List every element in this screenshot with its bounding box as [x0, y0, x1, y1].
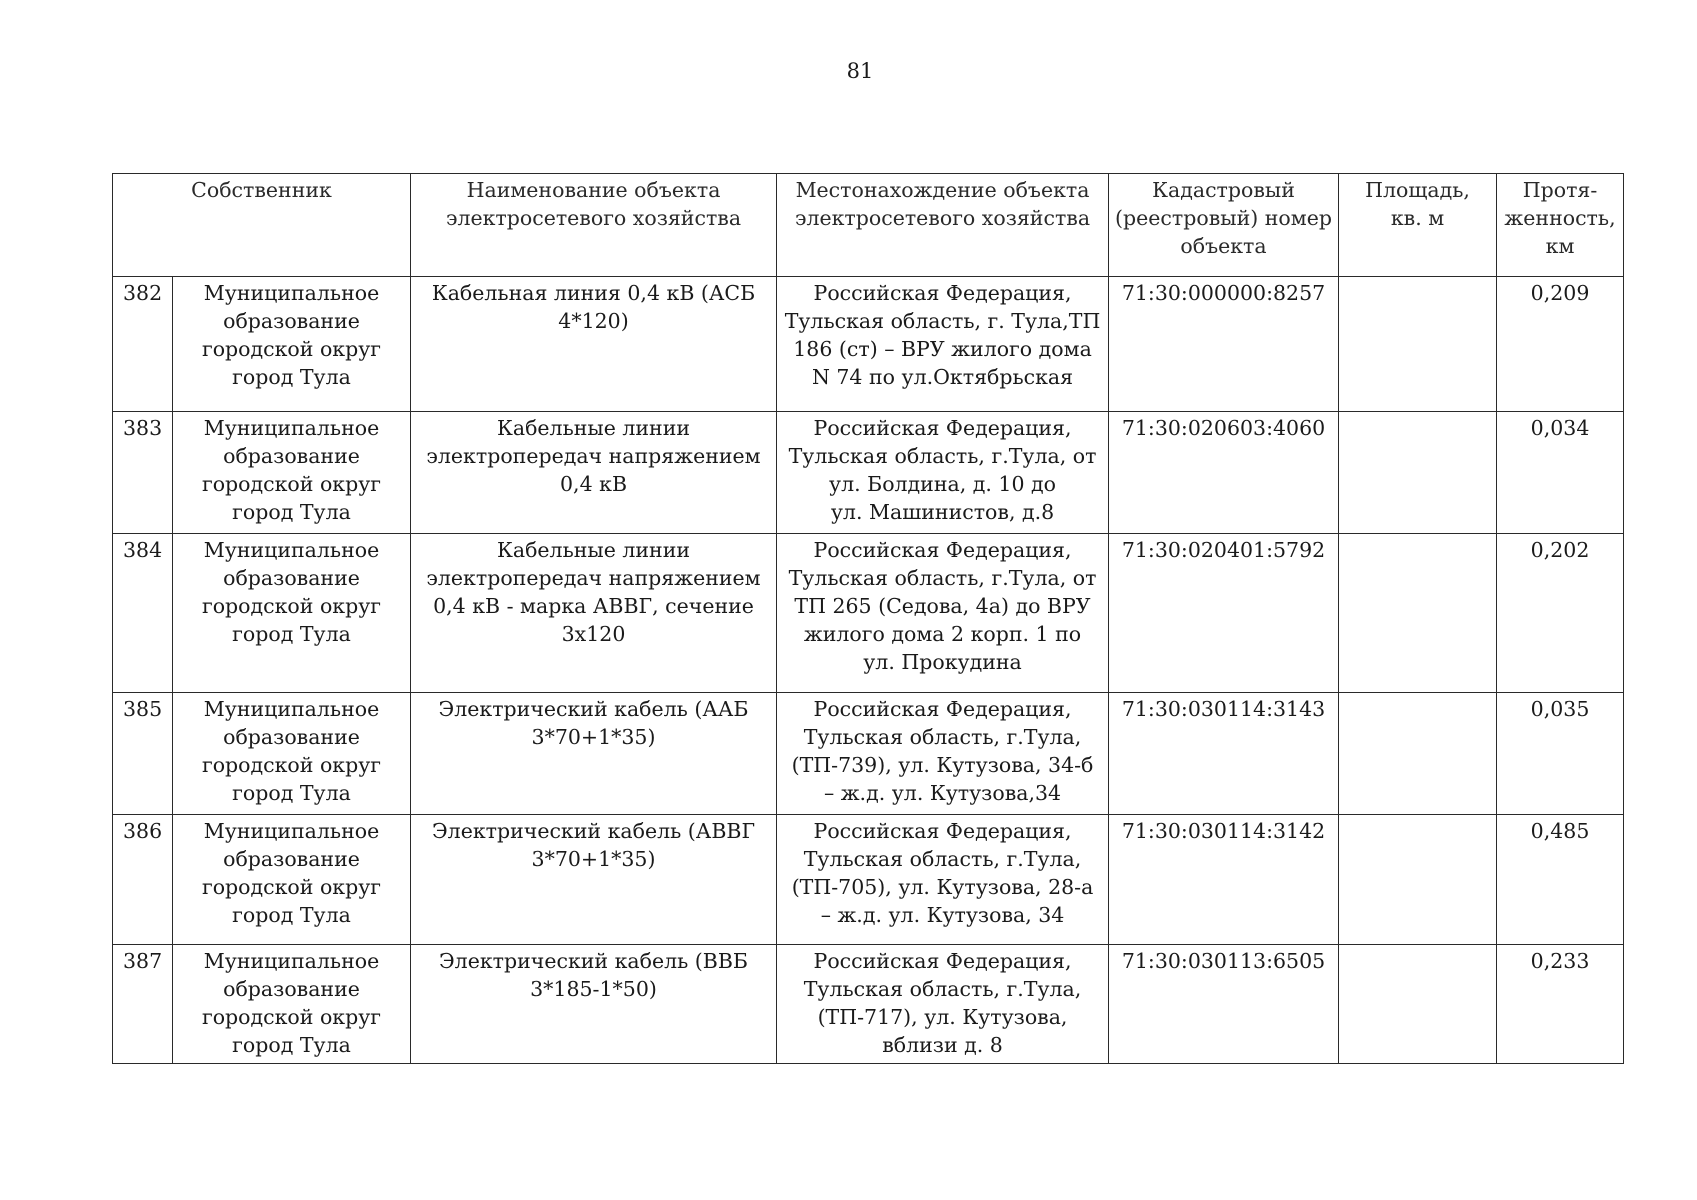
object-name-cell [411, 412, 777, 534]
registry-table [112, 173, 1624, 1064]
owner-line: городской округ [201, 753, 382, 777]
location-line: Российская Федерация, [813, 819, 1072, 843]
area-cell [1339, 534, 1497, 693]
location-line: N 74 по ул.Октябрьская [811, 365, 1074, 389]
object-name-line: электропередач напряжением [426, 566, 761, 590]
header-name-line: электросетевого хозяйства [445, 206, 742, 230]
cadastral-number-cell: 71:30:030114:3142 [1109, 815, 1339, 945]
header-cadastral-line: объекта [1180, 234, 1267, 258]
table-row [113, 815, 1624, 945]
header-length-line: км [1545, 234, 1575, 258]
area-cell [1339, 412, 1497, 534]
owner-line: образование [223, 444, 360, 468]
location-line: Тульская область, г.Тула, [803, 847, 1082, 871]
location-line: Российская Федерация, [813, 416, 1072, 440]
location-cell [777, 277, 1109, 412]
location-line: 186 (ст) – ВРУ жилого дома [793, 337, 1092, 361]
header-cadastral-line: Кадастровый [1152, 178, 1295, 202]
owner-line: образование [223, 566, 360, 590]
header-name-line: Наименование объекта [466, 178, 721, 202]
location-line: Российская Федерация, [813, 538, 1072, 562]
header-location-line: электросетевого хозяйства [794, 206, 1091, 230]
object-name-line: Кабельная линия 0,4 кВ (АСБ [431, 281, 756, 305]
cadastral-number-cell: 71:30:030113:6505 [1109, 945, 1339, 1064]
location-line: (ТП-739), ул. Кутузова, 34-б [791, 753, 1094, 777]
object-name-line: 3*185-1*50) [530, 977, 657, 1001]
location-line: (ТП-705), ул. Кутузова, 28-а [791, 875, 1094, 899]
owner-line: образование [223, 309, 360, 333]
owner-line: Муниципальное [203, 538, 380, 562]
area-cell [1339, 277, 1497, 412]
object-name-cell [411, 945, 777, 1064]
owner-line: городской округ [201, 1005, 382, 1029]
owner-line: образование [223, 725, 360, 749]
location-line: жилого дома 2 корп. 1 по [803, 622, 1082, 646]
owner-line: город Тула [232, 622, 351, 646]
object-name-line: Кабельные линии [496, 538, 691, 562]
object-name-line: 3х120 [561, 622, 626, 646]
cadastral-number-cell: 71:30:020401:5792 [1109, 534, 1339, 693]
table-row [113, 277, 1624, 412]
header-length-line: Протя- [1522, 178, 1598, 202]
owner-cell [173, 945, 411, 1064]
owner-line: образование [223, 977, 360, 1001]
owner-line: Муниципальное [203, 697, 380, 721]
length-cell: 0,209 [1497, 277, 1624, 412]
header-area [1339, 174, 1497, 277]
location-cell [777, 693, 1109, 815]
area-cell [1339, 945, 1497, 1064]
location-cell [777, 534, 1109, 693]
owner-cell [173, 277, 411, 412]
header-owner-line: Собственник [191, 178, 332, 202]
table-row [113, 693, 1624, 815]
owner-line: Муниципальное [203, 281, 380, 305]
owner-cell [173, 815, 411, 945]
location-line: вблизи д. 8 [882, 1033, 1003, 1057]
object-name-line: 3*70+1*35) [531, 725, 656, 749]
owner-line: городской округ [201, 337, 382, 361]
location-line: ТП 265 (Седова, 4а) до ВРУ [794, 594, 1091, 618]
location-line: Российская Федерация, [813, 281, 1072, 305]
location-line: ул. Машинистов, д.8 [830, 500, 1055, 524]
header-location [777, 174, 1109, 277]
owner-line: городской округ [201, 875, 382, 899]
header-cadastral [1109, 174, 1339, 277]
area-cell [1339, 815, 1497, 945]
header-object-name [411, 174, 777, 277]
owner-line: Муниципальное [203, 949, 380, 973]
table-body [113, 277, 1624, 1064]
row-number: 384 [113, 534, 173, 693]
owner-cell [173, 693, 411, 815]
table-row [113, 534, 1624, 693]
row-number: 383 [113, 412, 173, 534]
location-line: Российская Федерация, [813, 949, 1072, 973]
length-cell: 0,485 [1497, 815, 1624, 945]
header-length-line: женность, [1504, 206, 1616, 230]
header-length [1497, 174, 1624, 277]
object-name-line: Электрический кабель (ААБ [438, 697, 749, 721]
location-line: Тульская область, г. Тула,ТП [784, 309, 1101, 333]
header-owner [113, 174, 411, 277]
owner-line: город Тула [232, 500, 351, 524]
length-cell: 0,233 [1497, 945, 1624, 1064]
table-header-row [113, 174, 1624, 277]
owner-line: Муниципальное [203, 416, 380, 440]
object-name-cell [411, 277, 777, 412]
length-cell: 0,035 [1497, 693, 1624, 815]
object-name-cell [411, 693, 777, 815]
cadastral-number-cell: 71:30:000000:8257 [1109, 277, 1339, 412]
header-cadastral-line: (реестровый) номер [1115, 206, 1332, 230]
object-name-line: электропередач напряжением [426, 444, 761, 468]
owner-line: городской округ [201, 472, 382, 496]
object-name-line: 0,4 кВ - марка АВВГ, сечение [433, 594, 754, 618]
owner-line: город Тула [232, 1033, 351, 1057]
header-location-line: Местонахождение объекта [795, 178, 1090, 202]
row-number: 385 [113, 693, 173, 815]
page-number: 81 [846, 59, 874, 83]
owner-line: образование [223, 847, 360, 871]
object-name-cell [411, 534, 777, 693]
location-line: ул. Прокудина [863, 650, 1022, 674]
owner-line: город Тула [232, 365, 351, 389]
area-cell [1339, 693, 1497, 815]
location-line: Тульская область, г.Тула, от [788, 444, 1097, 468]
cadastral-number-cell: 71:30:020603:4060 [1109, 412, 1339, 534]
location-line: – ж.д. ул. Кутузова,34 [823, 781, 1062, 805]
header-area-line: Площадь, [1365, 178, 1470, 202]
location-line: Российская Федерация, [813, 697, 1072, 721]
object-name-line: Электрический кабель (АВВГ [431, 819, 756, 843]
object-name-line: Кабельные линии [496, 416, 691, 440]
object-name-line: 0,4 кВ [560, 472, 628, 496]
location-cell [777, 815, 1109, 945]
owner-cell [173, 534, 411, 693]
location-line: – ж.д. ул. Кутузова, 34 [820, 903, 1065, 927]
length-cell: 0,202 [1497, 534, 1624, 693]
table-row [113, 945, 1624, 1064]
length-cell: 0,034 [1497, 412, 1624, 534]
object-name-line: 3*70+1*35) [531, 847, 656, 871]
location-line: (ТП-717), ул. Кутузова, [817, 1005, 1068, 1029]
location-line: Тульская область, г.Тула, [803, 977, 1082, 1001]
header-area-line: кв. м [1390, 206, 1445, 230]
object-name-line: Электрический кабель (ВВБ [439, 949, 749, 973]
table-row [113, 412, 1624, 534]
location-cell [777, 945, 1109, 1064]
owner-line: городской округ [201, 594, 382, 618]
location-line: ул. Болдина, д. 10 до [829, 472, 1056, 496]
row-number: 382 [113, 277, 173, 412]
row-number: 386 [113, 815, 173, 945]
row-number: 387 [113, 945, 173, 1064]
location-cell [777, 412, 1109, 534]
object-name-cell [411, 815, 777, 945]
object-name-line: 4*120) [558, 309, 629, 333]
owner-cell [173, 412, 411, 534]
owner-line: город Тула [232, 781, 351, 805]
owner-line: город Тула [232, 903, 351, 927]
cadastral-number-cell: 71:30:030114:3143 [1109, 693, 1339, 815]
owner-line: Муниципальное [203, 819, 380, 843]
location-line: Тульская область, г.Тула, от [788, 566, 1097, 590]
location-line: Тульская область, г.Тула, [803, 725, 1082, 749]
